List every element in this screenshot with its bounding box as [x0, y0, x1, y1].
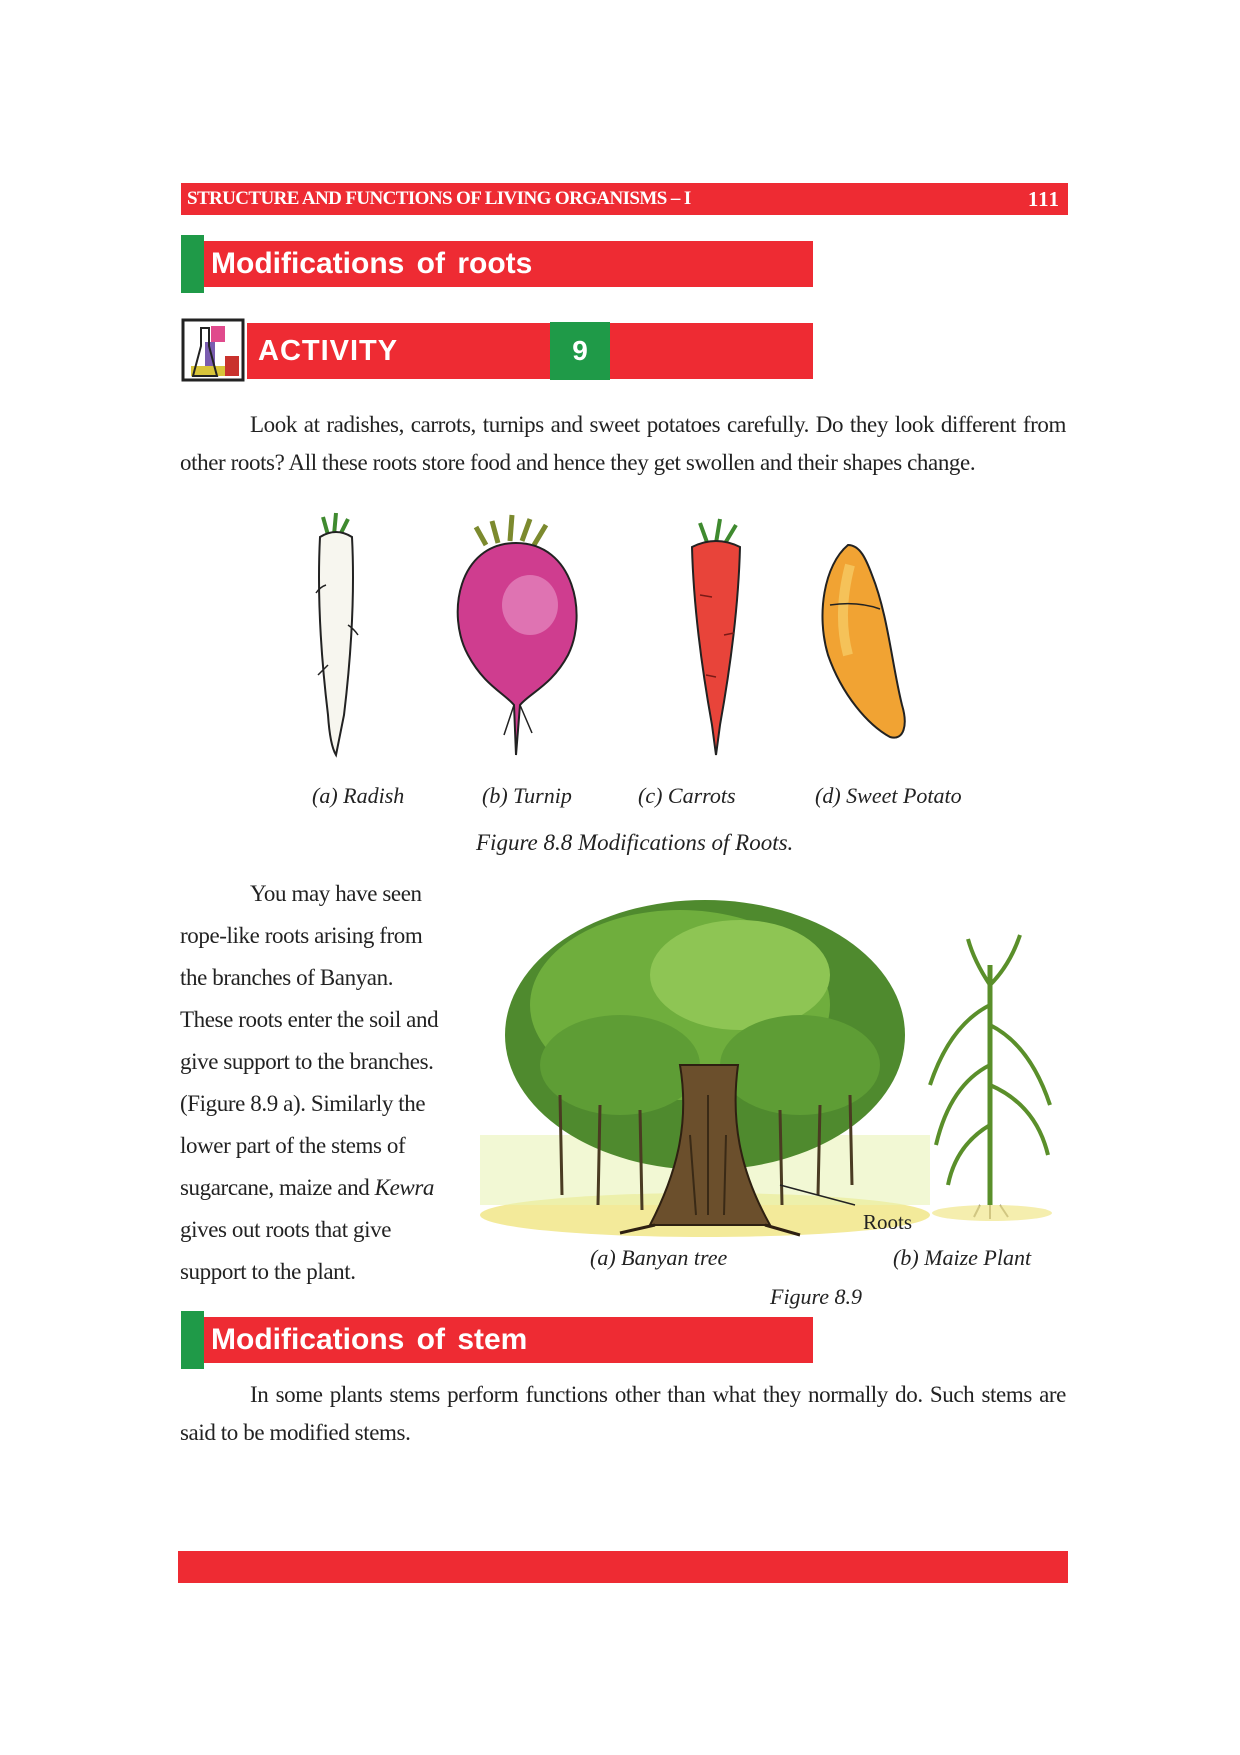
- roots-label: Roots: [863, 1210, 913, 1234]
- root-vegetables-illustration: [268, 505, 958, 765]
- section-heading-stem: [181, 1317, 813, 1363]
- section-title: Modifications of stem: [211, 1323, 528, 1356]
- paragraph-line: support to the plant.: [180, 1259, 356, 1284]
- flask-icon: [181, 316, 245, 384]
- section-title: Modifications of roots: [211, 247, 533, 280]
- paragraph-line: You may have seen: [250, 881, 422, 906]
- paragraph-line: sugarcane, maize and Kewra: [180, 1175, 435, 1200]
- figure-label-carrots: (c) Carrots: [638, 783, 736, 808]
- paragraph-line: the branches of Banyan.: [180, 965, 394, 990]
- sweet-potato-drawing: [822, 545, 904, 738]
- stem-text: In some plants stems perform functions other than what they normally do. Such stems are said to be modified stems.: [180, 1382, 1066, 1445]
- banyan-maize-illustration: [480, 895, 1075, 1245]
- section-heading-roots: [181, 241, 813, 287]
- figure-label-radish: (a) Radish: [312, 783, 405, 808]
- radish-drawing: [316, 513, 358, 755]
- chapter-title: STRUCTURE AND FUNCTIONS OF LIVING ORGANISMS – I: [187, 188, 691, 209]
- figure-label-banyan: (a) Banyan tree: [590, 1245, 728, 1270]
- paragraph-line: give support to the branches.: [180, 1049, 434, 1074]
- activity-text: Look at radishes, carrots, turnips and sweet potatoes carefully. Do they look different from other roots? All these roots store food and hence they get swollen and their shapes change.: [180, 412, 1066, 475]
- banyan-paragraph: [180, 873, 452, 1293]
- figure-label-turnip: (b) Turnip: [482, 783, 572, 808]
- paragraph-line: lower part of the stems of: [180, 1133, 406, 1158]
- figure-label-maize: (b) Maize Plant: [893, 1245, 1032, 1270]
- figure-8-9-caption: Figure 8.9: [770, 1284, 863, 1309]
- activity-label: ACTIVITY: [258, 334, 399, 367]
- kewra-term: Kewra: [374, 1175, 435, 1200]
- activity-paragraph: [180, 406, 1066, 482]
- paragraph-line: gives out roots that give: [180, 1217, 392, 1242]
- figure-8-8-caption: Figure 8.8 Modifications of Roots.: [476, 830, 794, 855]
- carrot-drawing: [692, 519, 740, 755]
- banner-accent: [181, 1311, 204, 1369]
- running-header: [181, 183, 1068, 215]
- footer-bar: [178, 1551, 1068, 1583]
- page-number: 111: [1027, 186, 1060, 211]
- activity-number: 9: [550, 322, 610, 380]
- turnip-drawing: [458, 515, 577, 755]
- maize-plant-drawing: [930, 935, 1052, 1221]
- paragraph-line: rope-like roots arising from: [180, 923, 423, 948]
- figure-label-sweet-potato: (d) Sweet Potato: [815, 783, 962, 808]
- banner-accent: [181, 235, 204, 293]
- paragraph-line: (Figure 8.9 a). Similarly the: [180, 1091, 426, 1116]
- paragraph-line: These roots enter the soil and: [180, 1007, 439, 1032]
- stem-paragraph: [180, 1376, 1066, 1452]
